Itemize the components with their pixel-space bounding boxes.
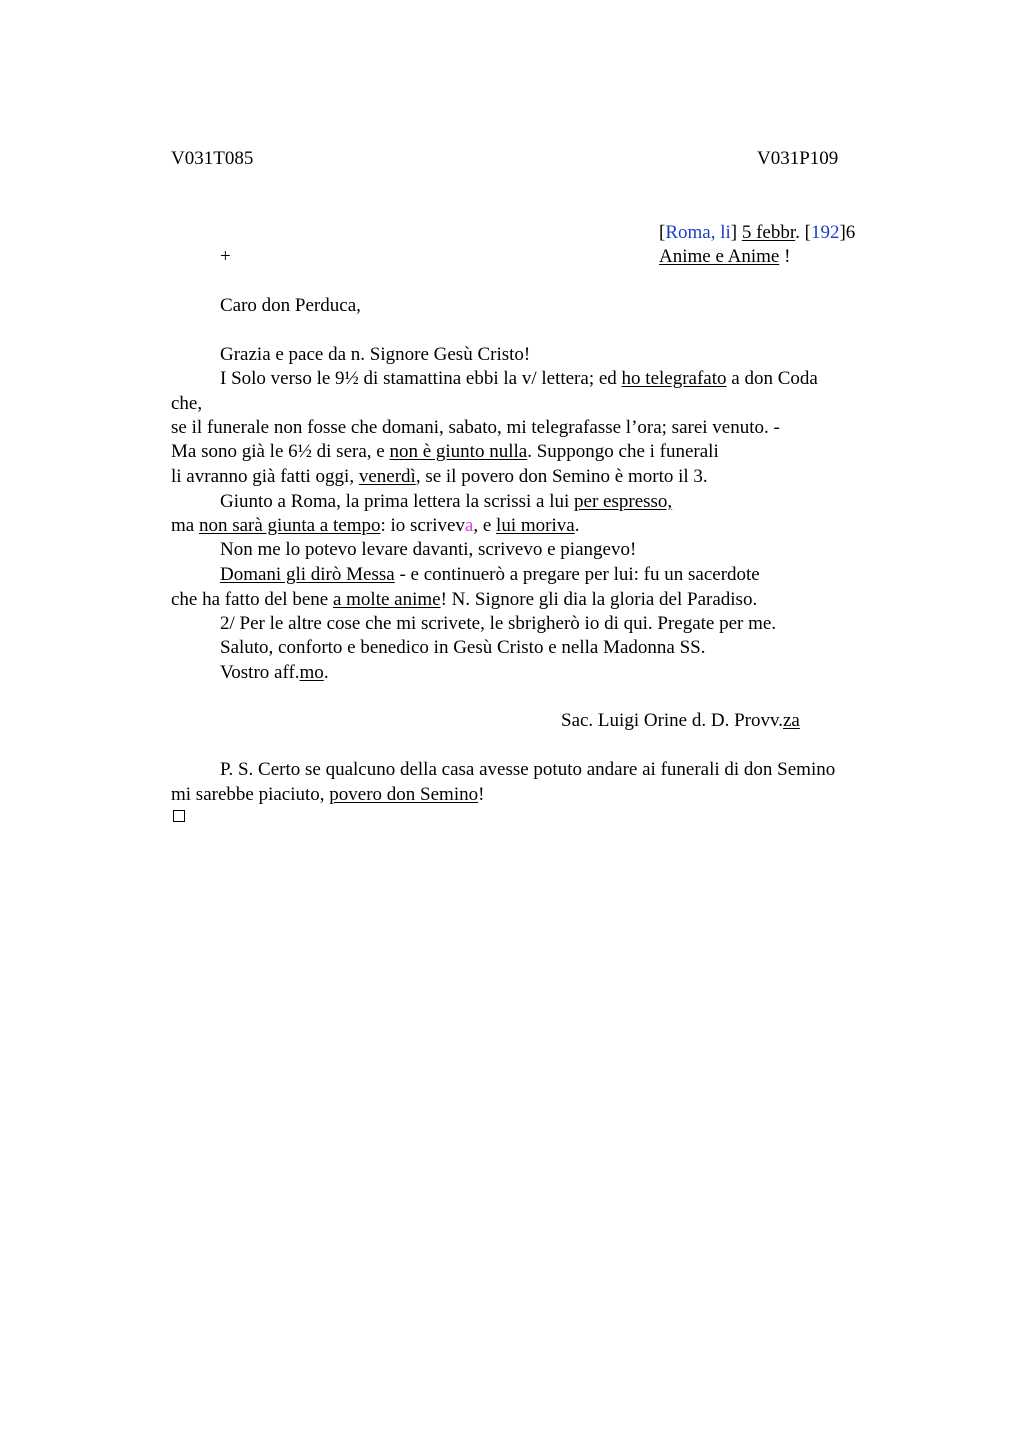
body-line-1 bbox=[220, 367, 818, 391]
body-line-12: Saluto, conforto e benedico in Gesù Cristo e nella Madonna SS. bbox=[220, 637, 706, 658]
body-line-10 bbox=[171, 588, 757, 612]
body-line-11: 2/ Per le altre cose che mi scrivete, le sbrigherò io di qui. Pregate per me. bbox=[220, 613, 777, 634]
text-run: . bbox=[574, 515, 580, 536]
text-run: ! N. Signore gli dia la gloria del Paradiso. bbox=[440, 589, 758, 610]
text-run: : io scrivev bbox=[380, 515, 465, 536]
text-run: , se il povero don Semino è morto il 3. bbox=[415, 466, 708, 487]
underlined-run: venerdì bbox=[358, 466, 416, 487]
text-run: li avranno già fatti oggi, bbox=[171, 466, 359, 487]
place-name: Roma, li bbox=[665, 222, 731, 243]
signature-suffix: za bbox=[783, 710, 800, 731]
signature bbox=[561, 709, 800, 733]
greeting: Grazia e pace da n. Signore Gesù Cristo! bbox=[220, 344, 531, 365]
underlined-run: non sarà giunta a tempo bbox=[198, 515, 381, 536]
text-run: - e continuerò a pregare per lui: fu un sacerdote bbox=[394, 564, 760, 585]
body-line-8: Non me lo potevo levare davanti, scrivevo e piangevo! bbox=[220, 539, 637, 560]
body-line-9 bbox=[220, 563, 760, 587]
body-line-6 bbox=[220, 490, 672, 514]
underlined-run: non è giunto nulla bbox=[389, 441, 528, 462]
text-run: Giunto a Roma, la prima lettera la scrissi a lui bbox=[220, 491, 575, 512]
motto bbox=[659, 245, 790, 269]
text-run: ! bbox=[478, 784, 485, 805]
underlined-run: Domani gli dirò Messa bbox=[220, 564, 395, 585]
body-line-2: che, bbox=[171, 393, 203, 414]
text-run: mi sarebbe piaciuto, bbox=[171, 784, 330, 805]
postscript-line-2 bbox=[171, 783, 484, 807]
underlined-run: lui moriva bbox=[496, 515, 575, 536]
bracket-close: ] bbox=[730, 222, 738, 243]
underlined-run: mo bbox=[299, 662, 324, 683]
underlined-run: a molte anime bbox=[332, 589, 441, 610]
motto-text: Anime e Anime bbox=[659, 246, 780, 267]
year-end: ]6 bbox=[839, 222, 856, 243]
text-run: Vostro aff. bbox=[220, 662, 300, 683]
bracket-open: [ bbox=[659, 222, 666, 243]
archive-code-left: V031T085 bbox=[171, 148, 254, 169]
motto-tail: ! bbox=[779, 246, 791, 267]
salutation: Caro don Perduca, bbox=[220, 295, 361, 316]
text-run: a don Coda bbox=[726, 368, 818, 389]
text-run: che ha fatto del bene bbox=[171, 589, 333, 610]
body-line-7 bbox=[171, 514, 579, 538]
body-line-3: se il funerale non fosse che domani, sabato, mi telegrafasse l’ora; sarei venuto. - bbox=[171, 417, 780, 438]
text-run: Ma sono già le 6½ di sera, e bbox=[171, 441, 390, 462]
text-run: , e bbox=[473, 515, 497, 536]
postscript-line-1: P. S. Certo se qualcuno della casa avesse potuto andare ai funerali di don Semino bbox=[220, 759, 836, 780]
dateline bbox=[659, 221, 855, 245]
text-run: . bbox=[323, 662, 329, 683]
body-line-4 bbox=[171, 440, 719, 464]
text-run: . Suppongo che i funerali bbox=[527, 441, 719, 462]
underlined-run: ho telegrafato bbox=[621, 368, 727, 389]
date-tail: . [ bbox=[795, 222, 811, 243]
underlined-run: per espresso, bbox=[574, 491, 673, 512]
text-run: ma bbox=[171, 515, 199, 536]
body-line-5 bbox=[171, 465, 708, 489]
underlined-run: povero don Semino bbox=[329, 784, 479, 805]
highlighted-letter: a bbox=[464, 515, 474, 536]
archive-code-right: V031P109 bbox=[757, 148, 839, 169]
year-partial: 192 bbox=[810, 222, 840, 243]
body-line-13 bbox=[220, 661, 329, 685]
text-run: I Solo verso le 9½ di stamattina ebbi la v/ lettera; ed bbox=[220, 368, 622, 389]
signature-name: Sac. Luigi Orine d. D. Provv. bbox=[561, 710, 783, 731]
date-text: 5 febbr bbox=[741, 222, 796, 243]
empty-square-icon bbox=[173, 810, 185, 822]
cross-mark: + bbox=[220, 246, 231, 267]
